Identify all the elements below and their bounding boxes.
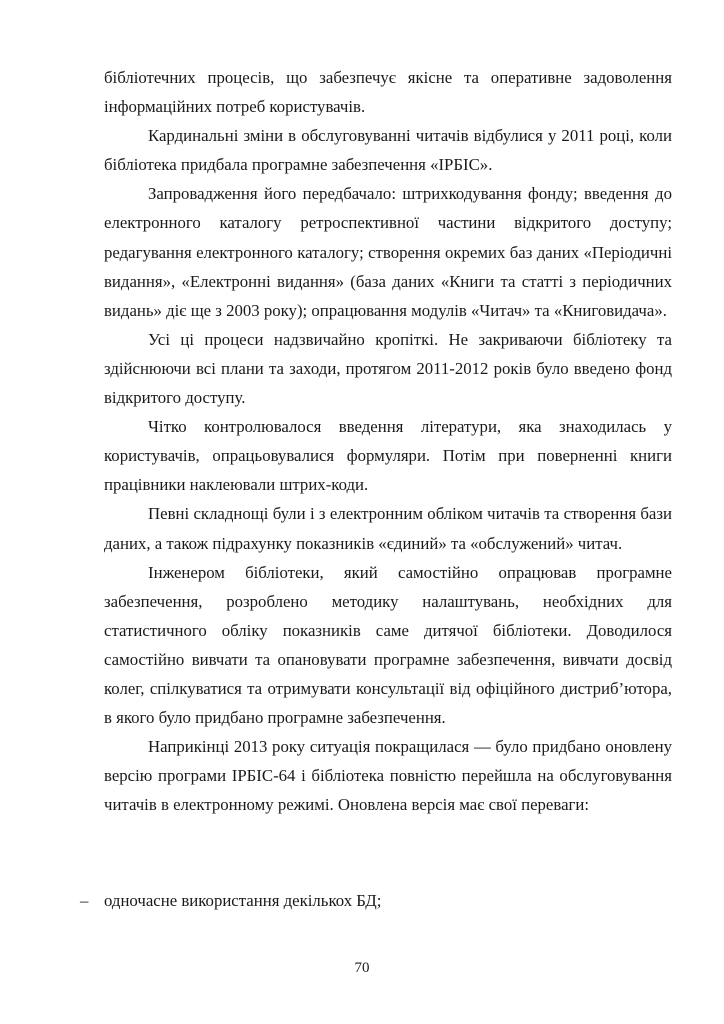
- paragraph: Інженером бібліотеки, який самостійно опрацював програмне забезпечення, розроблено методику налаштувань, необхідних для статистичного обліку показників саме дитячої бібліотеки. Доводилося самостійно вивчати та опановувати програмне забезпечення, вивчати досвід колег, спілкуватися та отримувати консультації від офіційного дистриб’ютора, в якого було придбано програмне забезпечення.: [104, 562, 672, 728]
- paragraph: Певні складнощі були і з електронним обліком читачів та створення бази даних, а також підрахунку показників «єдиний» та «обслужений» читач.: [104, 504, 672, 553]
- paragraph: Наприкінці 2013 року ситуація покращилася — було придбано оновлену версію програми ІРБІС-64 і бібліотека повністю перейшла на обслуговування читачів в електронному режимі. Оновлена версія має свої переваги:: [104, 737, 672, 815]
- paragraph: Усі ці процеси надзвичайно кропіткі. Не закриваючи бібліотеку та здійснюючи всі плани та заходи, протягом 2011-2012 років було введено фонд відкритого доступу.: [104, 329, 672, 408]
- list-item-text: одночасне використання декількох БД;: [104, 891, 382, 910]
- body-text: [104, 63, 672, 819]
- paragraph: Запровадження його передбачало: штрихкодування фонду; введення до електронного каталогу ретроспективної частини відкритого доступу; редагування електронного каталогу; створення окремих баз даних «Періодичні видання», «Електронні видання» (база даних «Книги та статті з періодичних видань» діє ще з 2003 року); опрацювання модулів «Читач» та «Книговидача».: [104, 184, 672, 320]
- list-item: [80, 886, 672, 915]
- bullet-marker: –: [80, 891, 89, 910]
- paragraph: Чітко контролювалося введення літератури, яка знаходилась у користувачів, опрацьовувалися формуляри. Потім при поверненні книги працівники наклеювали штрих-коди.: [104, 417, 672, 495]
- paragraph: бібліотечних процесів, що забезпечує якісне та оперативне задоволення інформаційних потреб користувачів.: [104, 68, 672, 117]
- page-number: 70: [354, 960, 370, 976]
- paragraph: Кардинальні зміни в обслуговуванні читачів відбулися у 2011 році, коли бібліотека придбала програмне забезпечення «ІРБІС».: [104, 126, 672, 175]
